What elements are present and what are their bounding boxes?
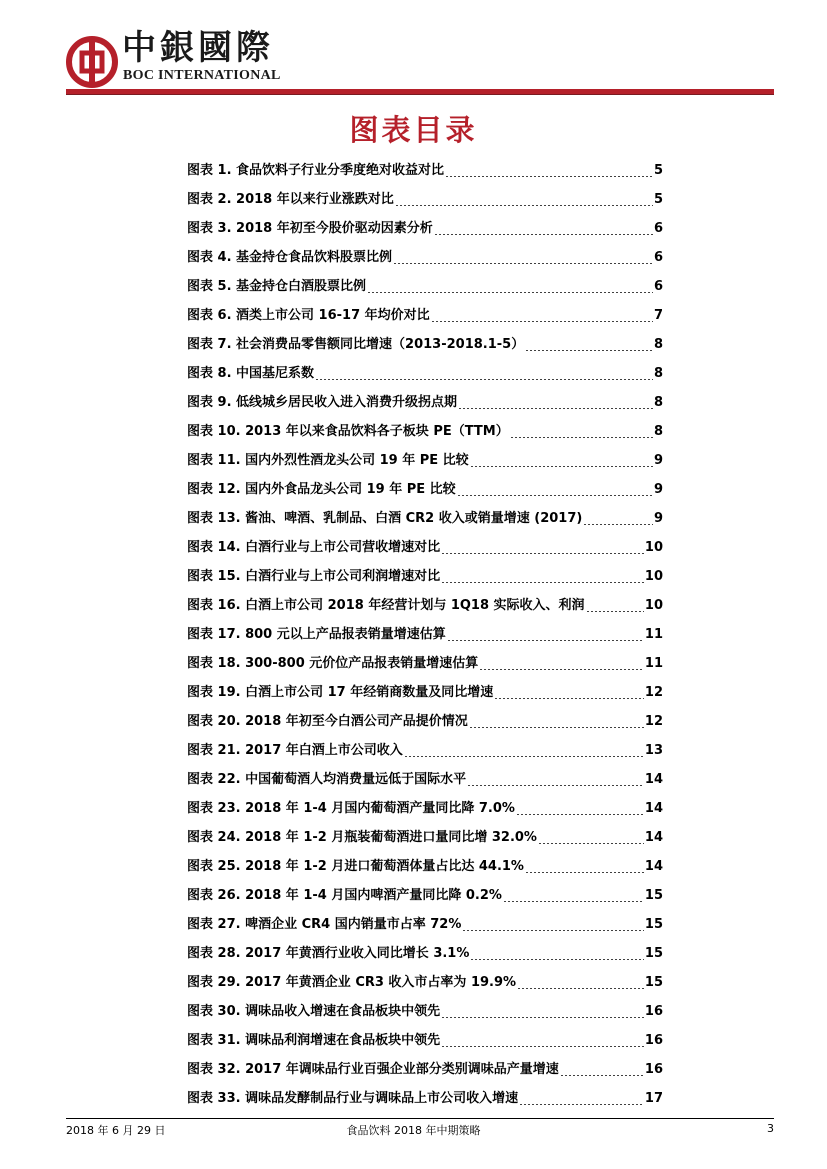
toc-entry[interactable] <box>187 330 663 359</box>
toc-entry-label: 图表 30. 调味品收入增速在食品板块中领先 <box>187 1004 441 1019</box>
toc-entry-label: 图表 20. 2018 年初至今白酒公司产品提价情况 <box>187 714 468 729</box>
toc-entry[interactable] <box>187 562 663 591</box>
toc-dot-leader <box>467 785 644 786</box>
toc-dot-leader <box>517 988 644 989</box>
toc-entry-label: 图表 14. 白酒行业与上市公司营收增速对比 <box>187 540 441 555</box>
toc-entry-page: 15 <box>644 888 663 903</box>
toc-entry[interactable] <box>187 388 663 417</box>
toc-entry-label: 图表 21. 2017 年白酒上市公司收入 <box>187 743 403 758</box>
toc-entry-page: 8 <box>653 366 663 381</box>
toc-entry-label: 图表 23. 2018 年 1-4 月国内葡萄酒产量同比降 7.0% <box>187 801 515 816</box>
toc-entry-label: 图表 11. 国内外烈性酒龙头公司 19 年 PE 比较 <box>187 453 469 468</box>
toc-entry[interactable] <box>187 214 663 243</box>
toc-entry-label: 图表 5. 基金持仓白酒股票比例 <box>187 279 367 294</box>
toc-entry[interactable] <box>187 910 663 939</box>
toc-entry[interactable] <box>187 1026 663 1055</box>
toc-dot-leader <box>586 611 644 612</box>
toc-dot-leader <box>503 901 644 902</box>
toc-entry[interactable] <box>187 678 663 707</box>
toc-dot-leader <box>393 263 653 264</box>
boc-logo-icon <box>66 36 118 88</box>
toc-entry[interactable] <box>187 736 663 765</box>
toc-dot-leader <box>431 321 653 322</box>
toc-entry-label: 图表 29. 2017 年黄酒企业 CR3 收入市占率为 19.9% <box>187 975 517 990</box>
toc-entry-label: 图表 6. 酒类上市公司 16-17 年均价对比 <box>187 308 430 323</box>
toc-entry-page: 8 <box>653 395 663 410</box>
footer-rule <box>66 1118 774 1119</box>
toc-entry-page: 9 <box>653 482 663 497</box>
toc-entry[interactable] <box>187 591 663 620</box>
toc-entry-label: 图表 24. 2018 年 1-2 月瓶装葡萄酒进口量同比增 32.0% <box>187 830 537 845</box>
toc-entry[interactable] <box>187 881 663 910</box>
toc-dot-leader <box>516 814 644 815</box>
toc-entry[interactable] <box>187 707 663 736</box>
toc-entry-label: 图表 18. 300-800 元价位产品报表销量增速估算 <box>187 656 479 671</box>
toc-entry-page: 14 <box>644 830 663 845</box>
toc-entry-label: 图表 10. 2013 年以来食品饮料各子板块 PE（TTM） <box>187 424 509 439</box>
toc-dot-leader <box>447 640 644 641</box>
toc-entry-page: 6 <box>653 250 663 265</box>
table-of-figures <box>187 156 663 1113</box>
toc-entry-page: 5 <box>653 192 663 207</box>
toc-entry-page: 9 <box>653 453 663 468</box>
logo-english-name: BOC INTERNATIONAL <box>123 68 281 83</box>
toc-entry-label: 图表 22. 中国葡萄酒人均消费量远低于国际水平 <box>187 772 467 787</box>
toc-entry[interactable] <box>187 533 663 562</box>
toc-entry[interactable] <box>187 852 663 881</box>
toc-dot-leader <box>458 408 653 409</box>
toc-entry-label: 图表 3. 2018 年初至今股价驱动因素分析 <box>187 221 433 236</box>
toc-entry-page: 11 <box>644 656 663 671</box>
footer-date: 2018 年 6 月 29 日 <box>66 1124 166 1137</box>
toc-entry[interactable] <box>187 156 663 185</box>
toc-entry-label: 图表 26. 2018 年 1-4 月国内啤酒产量同比降 0.2% <box>187 888 502 903</box>
toc-entry-label: 图表 7. 社会消费品零售额同比增速（2013-2018.1-5） <box>187 337 525 352</box>
toc-entry-page: 15 <box>644 946 663 961</box>
toc-entry-page: 10 <box>644 569 663 584</box>
toc-dot-leader <box>441 553 644 554</box>
toc-entry[interactable] <box>187 765 663 794</box>
toc-entry-page: 16 <box>644 1033 663 1048</box>
toc-entry-page: 16 <box>644 1004 663 1019</box>
toc-entry[interactable] <box>187 620 663 649</box>
toc-dot-leader <box>470 466 653 467</box>
toc-entry-page: 13 <box>644 743 663 758</box>
toc-entry-label: 图表 28. 2017 年黄酒行业收入同比增长 3.1% <box>187 946 470 961</box>
toc-dot-leader <box>462 930 644 931</box>
page-title: 图表目录 <box>349 113 478 147</box>
logo-chinese-name: 中銀國際 <box>122 28 274 68</box>
toc-dot-leader <box>315 379 653 380</box>
toc-entry-page: 6 <box>653 279 663 294</box>
toc-dot-leader <box>519 1104 644 1105</box>
toc-entry[interactable] <box>187 185 663 214</box>
toc-entry-label: 图表 16. 白酒上市公司 2018 年经营计划与 1Q18 实际收入、利润 <box>187 598 585 613</box>
toc-entry-label: 图表 13. 酱油、啤酒、乳制品、白酒 CR2 收入或销量增速 (2017) <box>187 511 583 526</box>
toc-entry-label: 图表 4. 基金持仓食品饮料股票比例 <box>187 250 393 265</box>
toc-dot-leader <box>367 292 653 293</box>
header-rule-shadow <box>66 94 774 95</box>
toc-entry[interactable] <box>187 243 663 272</box>
toc-entry-page: 12 <box>644 685 663 700</box>
toc-entry-page: 10 <box>644 598 663 613</box>
toc-entry-page: 14 <box>644 859 663 874</box>
toc-entry[interactable] <box>187 794 663 823</box>
toc-dot-leader <box>457 495 653 496</box>
toc-entry[interactable] <box>187 301 663 330</box>
toc-entry-page: 9 <box>653 511 663 526</box>
toc-entry-page: 17 <box>644 1091 663 1106</box>
toc-entry-label: 图表 32. 2017 年调味品行业百强企业部分类别调味品产量增速 <box>187 1062 559 1077</box>
toc-entry-page: 14 <box>644 772 663 787</box>
footer-report-title: 食品饮料 2018 年中期策略 <box>346 1124 481 1137</box>
toc-entry[interactable] <box>187 968 663 997</box>
toc-entry-label: 图表 8. 中国基尼系数 <box>187 366 315 381</box>
toc-dot-leader <box>479 669 644 670</box>
toc-entry[interactable] <box>187 359 663 388</box>
toc-dot-leader <box>441 1017 644 1018</box>
toc-entry-label: 图表 15. 白酒行业与上市公司利润增速对比 <box>187 569 441 584</box>
toc-entry-label: 图表 27. 啤酒企业 CR4 国内销量市占率 72% <box>187 917 462 932</box>
page-header <box>0 0 827 100</box>
toc-entry[interactable] <box>187 997 663 1026</box>
footer-page-number: 3 <box>767 1122 774 1135</box>
toc-entry-page: 7 <box>653 308 663 323</box>
toc-dot-leader <box>538 843 644 844</box>
toc-dot-leader <box>560 1075 644 1076</box>
toc-dot-leader <box>441 1046 644 1047</box>
toc-entry[interactable] <box>187 417 663 446</box>
toc-entry-page: 11 <box>644 627 663 642</box>
toc-dot-leader <box>525 350 653 351</box>
toc-entry-page: 15 <box>644 917 663 932</box>
toc-entry-page: 8 <box>653 424 663 439</box>
toc-entry[interactable] <box>187 823 663 852</box>
toc-dot-leader <box>469 727 644 728</box>
toc-entry-page: 16 <box>644 1062 663 1077</box>
toc-entry-page: 14 <box>644 801 663 816</box>
toc-entry-label: 图表 17. 800 元以上产品报表销量增速估算 <box>187 627 446 642</box>
toc-entry-page: 5 <box>653 163 663 178</box>
toc-entry-page: 12 <box>644 714 663 729</box>
toc-dot-leader <box>470 959 644 960</box>
toc-entry[interactable] <box>187 504 663 533</box>
toc-entry[interactable] <box>187 1084 663 1113</box>
toc-entry[interactable] <box>187 649 663 678</box>
toc-entry-label: 图表 1. 食品饮料子行业分季度绝对收益对比 <box>187 163 445 178</box>
toc-entry-label: 图表 12. 国内外食品龙头公司 19 年 PE 比较 <box>187 482 456 497</box>
toc-dot-leader <box>441 582 644 583</box>
toc-entry-label: 图表 33. 调味品发酵制品行业与调味品上市公司收入增速 <box>187 1091 519 1106</box>
toc-entry-page: 10 <box>644 540 663 555</box>
toc-dot-leader <box>395 205 653 206</box>
toc-dot-leader <box>434 234 653 235</box>
toc-entry-label: 图表 25. 2018 年 1-2 月进口葡萄酒体量占比达 44.1% <box>187 859 524 874</box>
toc-dot-leader <box>525 872 644 873</box>
toc-dot-leader <box>445 176 653 177</box>
toc-dot-leader <box>510 437 653 438</box>
toc-entry[interactable] <box>187 446 663 475</box>
toc-entry[interactable] <box>187 272 663 301</box>
toc-entry-page: 15 <box>644 975 663 990</box>
toc-entry[interactable] <box>187 939 663 968</box>
toc-entry[interactable] <box>187 475 663 504</box>
toc-entry[interactable] <box>187 1055 663 1084</box>
toc-dot-leader <box>583 524 653 525</box>
toc-entry-label: 图表 9. 低线城乡居民收入进入消费升级拐点期 <box>187 395 458 410</box>
toc-dot-leader <box>404 756 644 757</box>
toc-entry-label: 图表 2. 2018 年以来行业涨跌对比 <box>187 192 394 207</box>
toc-entry-page: 8 <box>653 337 663 352</box>
toc-entry-label: 图表 31. 调味品利润增速在食品板块中领先 <box>187 1033 441 1048</box>
toc-entry-label: 图表 19. 白酒上市公司 17 年经销商数量及同比增速 <box>187 685 494 700</box>
toc-dot-leader <box>494 698 644 699</box>
toc-entry-page: 6 <box>653 221 663 236</box>
